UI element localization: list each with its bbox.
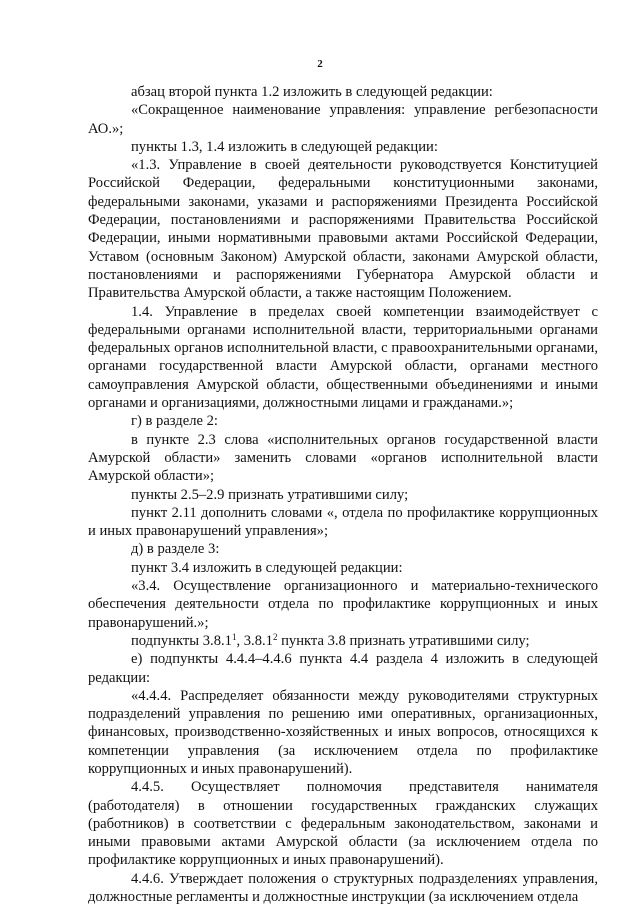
paragraph-11: пункт 3.4 изложить в следующей редакции: — [131, 559, 403, 576]
paragraph-13-suffix: пункта 3.8 признать утратившими силу; — [277, 632, 530, 649]
paragraph-15: «4.4.4. Распределяет обязанности между руководителями структурных подразделений управления по решению ими оперативных, организационных, финансовых, производственно-хозяйственных и иных вопросов, относящихся к компетенции управления (за исключением отдела по профилактике коррупционных и иных правонарушений). — [88, 687, 598, 777]
paragraph-13 — [88, 632, 598, 650]
paragraph-10: д) в разделе 3: — [131, 541, 220, 558]
paragraph-17: 4.4.6. Утверждает положения о структурных подразделениях управления, должностные регламенты и должностные инструкции (за исключением отдела — [88, 870, 598, 906]
document-body — [88, 83, 598, 906]
paragraph-3: пункты 1.3, 1.4 изложить в следующей редакции: — [131, 138, 438, 155]
paragraph-8: пункты 2.5–2.9 признать утратившими силу; — [131, 486, 409, 503]
paragraph-5: 1.4. Управление в пределах своей компетенции взаимодействует с федеральными органами исполнительной власти, территориальными органами федеральных органов исполнительной власти, с правоохранительными органами, органами государственной власти Амурской области, органами местного самоуправления Амурской области, общественными объединениями и иными органами и организациями, должностными лицами и гражданами.»; — [88, 303, 598, 412]
page-number: 2 — [317, 58, 323, 70]
paragraph-14: е) подпункты 4.4.4–4.4.6 пункта 4.4 раздела 4 изложить в следующей редакции: — [88, 651, 598, 686]
paragraph-4: «1.3. Управление в своей деятельности руководствуется Конституцией Российской Федерации, федеральными конституционными законами, федеральными законами, указами и распоряжениями Президента Российской Федерации, постановлениями и распоряжениями Правительства Российской Федерации, иными нормативными правовыми актами Российской Федерации, Уставом (основным Законом) Амурской области, законами Амурской области, постановлениями и распоряжениями Губернатора Амурской области и Правительства Амурской области, а также настоящим Положением. — [88, 157, 598, 302]
paragraph-6: г) в разделе 2: — [131, 413, 218, 430]
paragraph-13-middle: , 3.8.1 — [236, 632, 273, 649]
paragraph-9: пункт 2.11 дополнить словами «, отдела по профилактике коррупционных и иных правонарушений управления»; — [88, 504, 598, 540]
paragraph-16: 4.4.5. Осуществляет полномочия представителя нанимателя (работодателя) в отношении государственных гражданских служащих (работников) в соответствии с федеральным законодательством, законами и иными правовыми актами Амурской области (за исключением отдела по профилактике коррупционных и иных правонарушений). — [88, 779, 598, 869]
superscript-1: 1 — [231, 631, 237, 642]
superscript-2: 2 — [272, 631, 278, 642]
paragraph-12: «3.4. Осуществление организационного и материально-технического обеспечения деятельности отдела по профилактике коррупционных и иных правонарушений.»; — [88, 578, 598, 631]
paragraph-2: «Сокращенное наименование управления: управление регбезопасности АО.»; — [88, 102, 598, 137]
paragraph-7: в пункте 2.3 слова «исполнительных органов государственной власти Амурской области» заменить словами «органов исполнительной власти Амурской области»; — [88, 431, 598, 485]
paragraph-1: абзац второй пункта 1.2 изложить в следующей редакции: — [131, 84, 493, 100]
paragraph-13-prefix: подпункты 3.8.1 — [131, 632, 232, 649]
